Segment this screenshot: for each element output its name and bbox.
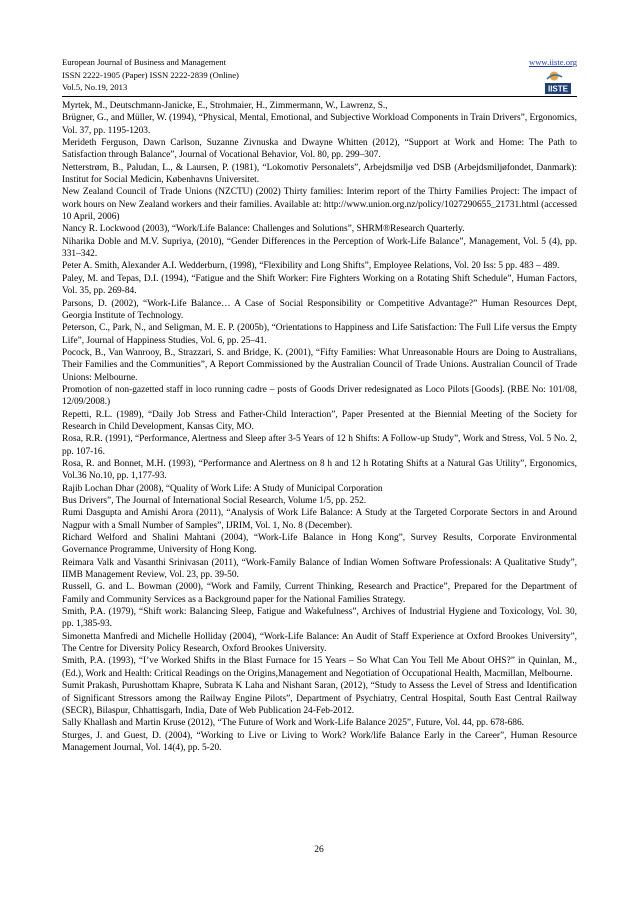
- reference-entry: Peter A. Smith, Alexander A.I. Wedderburn, (1998), “Flexibility and Long Shifts”, Employee Relations, Vol. 20 Iss: 5 pp. 483 – 489.: [62, 261, 560, 272]
- reference-entry: Myrtek, M., Deutschmann-Janicke, E., Strohmaier, H., Zimmermann, W., Lawrenz, S.,: [62, 101, 388, 111]
- reference-entry: Rosa, R. and Bonnet, M.H. (1993), “Performance and Alertness on 8 h and 12 h Rotating Shifts at a Natural Gas Utility”, Ergonomics, Vol.36 No.10, pp. 1,177-93.: [62, 458, 577, 482]
- reference-entry: Netterstrøm, B., Paludan, L., & Laursen, P. (1981), “Lokomotiv Personalets”, Arbejdsmiljø ved DSB (Arbejdsmiljøfondet, Danmark): Institut for Social Medicin, Københavns Universitet.: [62, 162, 577, 186]
- reference-entry: Smith, P.A. (1993), “I’ve Worked Shifts in the Blast Furnace for 15 Years – So What Can You Tell Me About OHS?” in Quinlan, M., (Ed.), Work and Health: Critical Readings on the Origins,Management and Negotiation of Occupational Health, Macmillan, Melbourne.: [62, 656, 577, 679]
- reference-entry: Peterson, C., Park, N., and Seligman, M. E. P. (2005b), “Orientations to Happiness and Life Satisfaction: The Full Life versus the Empty Life”, Journal of Happiness Studies, Vol. 6, pp. 25–41.: [62, 323, 577, 346]
- journal-url-link[interactable]: www.iiste.org: [529, 57, 577, 67]
- reference-entry: Paley, M. and Tepas, D.I. (1994), “Fatigue and the Shift Worker: Fire Fighters Working on a Rotating Shift Schedule”, Human Factors, Vol. 35, pp. 269-84.: [62, 273, 577, 297]
- journal-volume: Vol.5, No.19, 2013: [62, 82, 128, 92]
- reference-entry: Simonetta Manfredi and Michelle Holliday (2004), “Work-Life Balance: An Audit of Staff Experience at Oxford Brookes University”, The Centre for Diversity Policy Research, Oxford Brookes University.: [62, 631, 577, 655]
- header-divider: [62, 96, 577, 97]
- journal-issn: ISSN 2222-1905 (Paper) ISSN 2222-2839 (Online): [62, 69, 239, 80]
- reference-entry: Reimara Valk and Vasanthi Srinivasan (2011), “Work-Family Balance of Indian Women Software Professionals: A Qualitative Study”, IIMB Management Review, Vol. 23, pp. 39-50.: [62, 557, 577, 581]
- reference-entry: Russell, G. and L. Bowman (2000), “Work and Family, Current Thinking, Research and Practice”, Prepared for the Department of Family and Community Services as a Background paper for the National Families Strategy.: [62, 582, 577, 605]
- reference-entry: Promotion of non-gazetted staff in loco running cadre – posts of Goods Driver redesignated as Loco Pilots [Goods]. (RBE No: 101/08, 12/09/2008.): [62, 384, 577, 408]
- reference-entry: New Zealand Council of Trade Unions (NZCTU) (2002) Thirty families: Interim report of the Thirty Families Project: The impact of work hours on New Zealand workers and their families. Available at: http://www.union.org.nz/policy/1027290655_21731.html (accessed 10 April, 2006): [62, 187, 577, 223]
- page-number: 26: [314, 845, 324, 855]
- page-header: [62, 56, 577, 94]
- reference-entry: Repetti, R.L. (1989), “Daily Job Stress and Father-Child Interaction”, Paper Presented at the Biennial Meeting of the Society for Research in Child Development, Kansas City, MO.: [62, 409, 577, 432]
- reference-entry: Bus Drivers”, The Journal of International Social Research, Volume 1/5, pp. 252.: [62, 496, 367, 506]
- reference-entry: Nancy R. Lockwood (2003), “Work/Life Balance: Challenges and Solutions”, SHRM®Research Quarterly.: [62, 224, 465, 235]
- reference-list: [62, 100, 577, 754]
- reference-entry: Sumit Prakash, Purushottam Khapre, Subrata K Laha and Nishant Saran, (2012), “Study to Assess the Level of Stress and Identification of Significant Stressors among the Railway Engine Pilots”, Department of Psychiatry, Central Hospital, South East Central Railway (SECR), Bilaspur, Chhattisgarh, India, Date of Web Publication 24-Feb-2012.: [62, 681, 577, 716]
- logo-text: IISTE: [547, 84, 569, 94]
- reference-entry: Sally Khallash and Martin Kruse (2012), “The Future of Work and Work-Life Balance 2025”, Future, Vol. 44, pp. 678-686.: [62, 718, 525, 729]
- reference-entry: Rosa, R.R. (1991), “Performance, Alertness and Sleep after 3-5 Years of 12 h Shifts: A Follow-up Study”, Work and Stress, Vol. 5 No. 2, pp. 107-16.: [62, 434, 577, 457]
- reference-entry: Smith, P.A. (1979), “Shift work: Balancing Sleep, Fatigue and Wakefulness”, Archives of Industrial Hygiene and Toxicology, Vol. 30, pp. 1,385-93.: [62, 607, 577, 630]
- reference-entry: Rajib Lochan Dhar (2008), “Quality of Work Life: A Study of Municipal Corporation: [62, 483, 383, 494]
- reference-entry: Richard Welford and Shalini Mahtani (2004), “Work-Life Balance in Hong Kong”, Survey Results, Corporate Environmental Governance Programme, University of Hong Kong.: [62, 533, 577, 556]
- journal-title: European Journal of Business and Management: [62, 57, 226, 67]
- reference-entry: Rumi Dasgupta and Amishi Arora (2011), “Analysis of Work Life Balance: A Study at the Targeted Corporate Sectors in and Around Nagpur with a Small Number of Samples”, IJRIM, Vol. 1, No. 8 (December).: [62, 508, 577, 531]
- reference-entry: Brügner, G., and Müller, W. (1994), “Physical, Mental, Emotional, and Subjective Workload Components in Train Drivers”, Ergonomics, Vol. 37, pp. 1195-1203.: [62, 113, 578, 136]
- iiste-logo-icon: [543, 70, 573, 96]
- reference-entry: Niharika Doble and M.V. Supriya, (2010), “Gender Differences in the Perception of Work-Life Balance”, Management, Vol. 5 (4), pp. 331–342.: [62, 236, 577, 260]
- reference-entry: Pocock, B., Van Wanrooy, B., Strazzari, S. and Bridge, K. (2001), “Fifty Families: What Unreasonable Hours are Doing to Australians, Their Families and the Communities”, A Report Commissioned by the Australian Council of Trade Unions. Australian Council of Trade Unions: Melbourne.: [62, 347, 577, 383]
- reference-entry: Sturges, J. and Guest, D. (2004), “Working to Live or Living to Work? Work/life Balance Early in the Career”, Human Resource Management Journal, Vol. 14(4), pp. 5-20.: [62, 730, 577, 753]
- reference-entry: Merideth Ferguson, Dawn Carlson, Suzanne Zivnuska and Dwayne Whitten (2012), “Support at Work and Home: The Path to Satisfaction through Balance”, Journal of Vocational Behavior, Vol. 80, pp. 299–307.: [62, 138, 577, 161]
- reference-entry: Parsons, D. (2002), “Work-Life Balance… A Case of Social Responsibility or Competitive Advantage?” Human Resources Dept, Georgia Institute of Technology.: [62, 298, 577, 321]
